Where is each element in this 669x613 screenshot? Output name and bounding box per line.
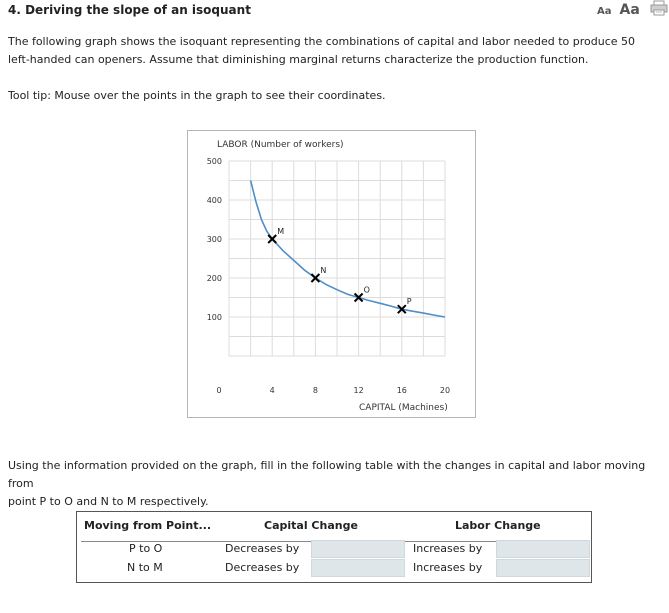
x-tick-label: 12	[353, 386, 364, 395]
y-axis-label: LABOR (Number of workers)	[217, 140, 344, 150]
instruction-text	[8, 457, 663, 511]
intro-line-2: left-handed can openers. Assume that diminishing marginal returns characterize the production function.	[8, 53, 589, 66]
x-tick-label: 16	[396, 386, 407, 395]
instruction-line-1: Using the information provided on the graph, fill in the following table with the changes in capital and labor moving from	[8, 459, 646, 490]
decrease-font-button[interactable]: Aa	[597, 6, 612, 17]
row-1-capital-label: Decreases by	[225, 542, 300, 555]
point-label: M	[277, 227, 285, 236]
increase-font-button[interactable]: Aa	[619, 2, 640, 18]
row-1-labor-input[interactable]	[496, 540, 590, 558]
header-capital-change: Capital Change	[264, 519, 358, 532]
header-moving-from: Moving from Point...	[84, 519, 212, 532]
point-label: P	[406, 297, 412, 307]
header-labor-change: Labor Change	[455, 519, 541, 532]
x-tick-label: 0	[216, 386, 222, 395]
row-2-capital-label: Decreases by	[225, 561, 300, 574]
question-title: 4. Deriving the slope of an isoquant	[8, 3, 251, 17]
print-icon[interactable]	[650, 0, 668, 16]
x-tick-label: 20	[439, 386, 451, 395]
answer-table	[76, 511, 592, 583]
row-1-labor-label: Increases by	[413, 542, 483, 555]
intro-line-1: The following graph shows the isoquant representing the combinations of capital and labor needed to produce 50	[8, 35, 636, 48]
x-tick-label: 8	[312, 386, 318, 395]
isoquant-curve	[251, 181, 445, 318]
isoquant-chart	[188, 131, 475, 417]
row-2-capital-input[interactable]	[311, 559, 405, 577]
y-tick-label: 400	[206, 196, 222, 205]
x-axis-label: CAPITAL (Machines)	[359, 403, 448, 413]
tooltip-hint: Tool tip: Mouse over the points in the graph to see their coordinates.	[8, 89, 386, 102]
row-1-from: P to O	[129, 542, 163, 555]
y-tick-label: 500	[206, 157, 222, 166]
y-tick-label: 200	[206, 274, 222, 283]
row-2-labor-input[interactable]	[496, 559, 590, 577]
intro-text	[8, 33, 663, 69]
row-1-capital-input[interactable]	[311, 540, 405, 558]
row-2-labor-label: Increases by	[413, 561, 483, 574]
y-tick-label: 300	[206, 235, 222, 244]
point-label: O	[363, 285, 370, 295]
row-2-from: N to M	[127, 561, 163, 574]
instruction-line-2: point P to O and N to M respectively.	[8, 495, 209, 508]
point-label: N	[320, 266, 327, 275]
x-tick-label: 4	[269, 386, 275, 395]
point-m[interactable]	[268, 227, 284, 243]
isoquant-graph	[187, 130, 476, 418]
font-size-controls	[597, 2, 640, 18]
y-tick-label: 100	[206, 313, 222, 322]
